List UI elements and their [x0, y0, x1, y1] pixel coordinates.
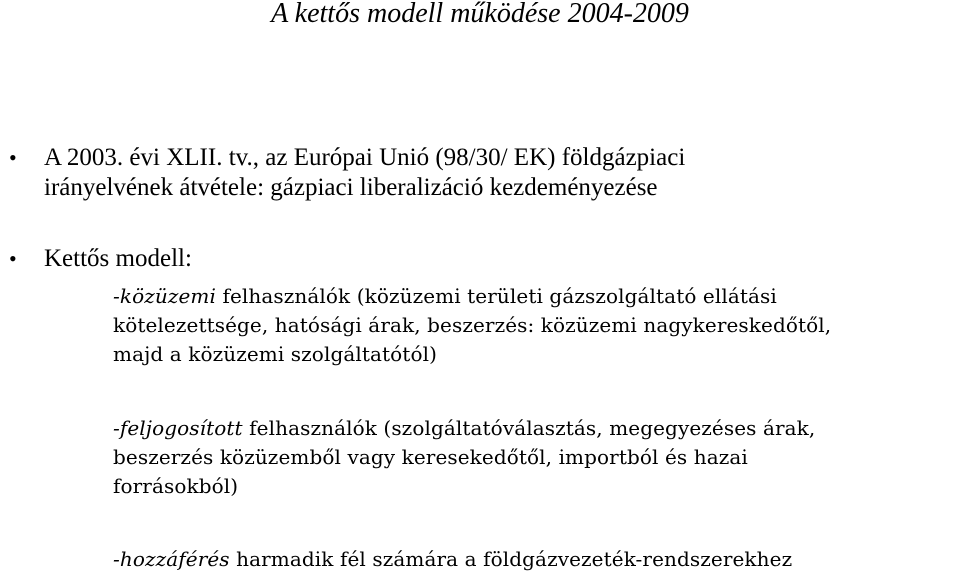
sub-item-text: felhasználók (szolgáltatóválasztás, megegyezéses árak,: [242, 416, 816, 440]
sub-item-term: -közüzemi: [113, 284, 216, 308]
bullet-dot-icon: •: [9, 145, 17, 170]
bullet-dot-icon: •: [9, 246, 17, 271]
bullet-line: A 2003. évi XLII. tv., az Európai Unió (98/30/ EK) földgázpiaci: [44, 144, 686, 171]
sub-item-term: -hozzáférés: [113, 547, 230, 571]
bullet-text: [44, 143, 685, 203]
sub-item-eligible: [113, 414, 958, 501]
sub-item-line: majd a közüzemi szolgáltatótól): [113, 342, 437, 366]
sub-item-line: [113, 545, 958, 574]
bullet-line: irányelvének átvétele: gázpiaci liberalizáció kezdeményezése: [44, 174, 658, 201]
sub-item-text: felhasználók (közüzemi területi gázszolgáltató ellátási: [215, 284, 777, 308]
sub-item-third-party-access: [113, 545, 958, 574]
sub-item-term: -feljogosított: [113, 416, 243, 440]
bullet-text: Kettős modell:: [44, 245, 192, 272]
sub-item-line: kötelezettsége, hatósági árak, beszerzés: közüzemi nagykereskedőtől,: [113, 313, 832, 337]
slide-title: A kettős modell működése 2004-2009: [271, 0, 689, 29]
sub-item-line: beszerzés közüzemből vagy keresekedőtől, importból és hazai: [113, 445, 748, 469]
sub-item-line: [113, 282, 958, 311]
sub-item-public-utility: [113, 282, 958, 369]
sub-item-line: [113, 414, 958, 443]
sub-item-line: forrásokból): [113, 474, 239, 498]
sub-item-text: harmadik fél számára a földgázvezeték-rendszerekhez: [229, 547, 793, 571]
